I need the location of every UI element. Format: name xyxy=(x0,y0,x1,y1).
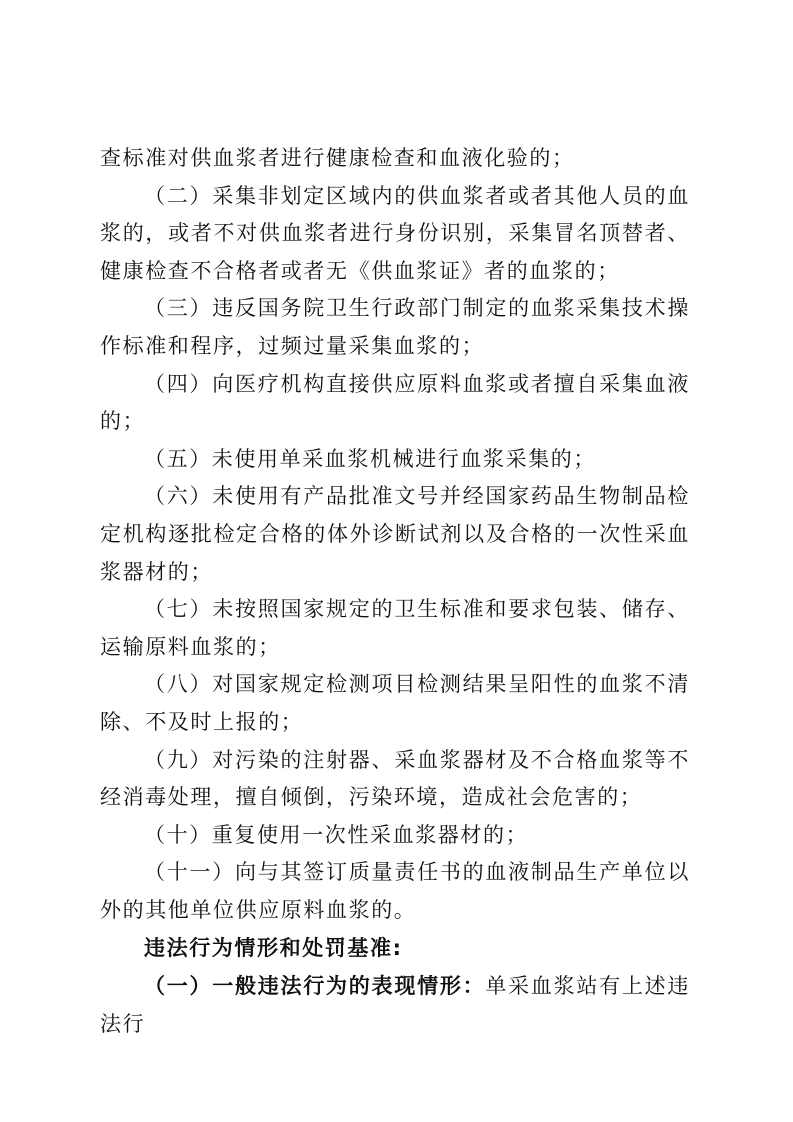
paragraph-continuation: 查标准对供血浆者进行健康检查和血液化验的； xyxy=(100,146,575,170)
list-item-6: （六）未使用有产品批准文号并经国家药品生物制品检定机构逐批检定合格的体外诊断试剂以及合格的一次性采血浆器材的； xyxy=(100,484,690,584)
list-item-11: （十一）向与其签订质量责任书的血液制品生产单位以外的其他单位供应原料血浆的。 xyxy=(100,860,690,922)
document-body xyxy=(100,140,690,1043)
list-item-10: （十）重复使用一次性采血浆器材的； xyxy=(144,822,529,847)
list-item-3: （三）违反国务院卫生行政部门制定的血浆采集技术操作标准和程序，过频过量采集血浆的； xyxy=(100,296,690,358)
list-item-2: （二）采集非划定区域内的供血浆者或者其他人员的血浆的，或者不对供血浆者进行身份识别，采集冒名顶替者、健康检查不合格者或者无《供血浆证》者的血浆的； xyxy=(100,183,690,283)
paragraph-bold-lead: （一）一般违法行为的表现情形： xyxy=(144,974,486,999)
list-item-9: （九）对污染的注射器、采血浆器材及不合格血浆等不经消毒处理，擅自倾倒，污染环境，造成社会危害的； xyxy=(100,747,690,810)
list-item-8: （八）对国家规定检测项目检测结果呈阳性的血浆不清除、不及时上报的； xyxy=(100,672,690,734)
section-heading: 违法行为情形和处罚基准: xyxy=(144,936,403,961)
list-item-4: （四）向医疗机构直接供应原料血浆或者擅自采集血液的； xyxy=(100,371,690,434)
list-item-7: （七）未按照国家规定的卫生标准和要求包装、储存、运输原料血浆的； xyxy=(100,597,690,659)
section-paragraph xyxy=(100,968,690,1043)
paragraph-text: 单采血浆站有上述违法行 xyxy=(100,974,690,1036)
list-item-5: （五）未使用单采血浆机械进行血浆采集的； xyxy=(144,446,596,471)
